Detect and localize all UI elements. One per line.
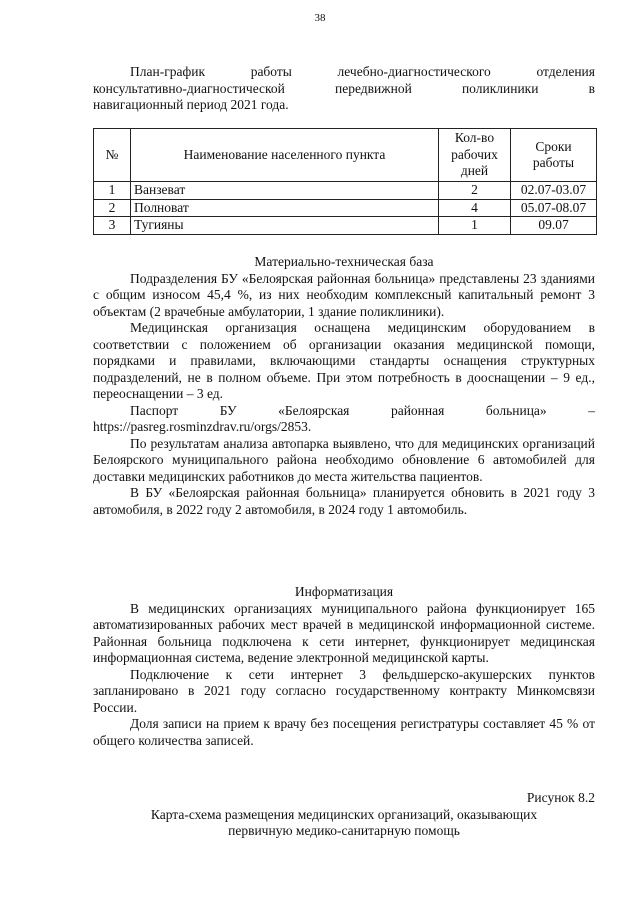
row-days: 2 — [439, 182, 511, 200]
schedule-table — [93, 128, 597, 235]
row-dates: 02.07-03.07 — [511, 182, 597, 200]
row-num: 2 — [94, 199, 131, 217]
row-num: 1 — [94, 182, 131, 200]
intro-line-3: навигационный период 2021 года. — [93, 97, 289, 112]
paragraph: Паспорт БУ «Белоярская районная больница» – — [130, 402, 595, 418]
header-days: Кол-во рабочих дней — [439, 129, 511, 182]
paragraph: Подключение к сети интернет 3 фельдшерско-акушерских пунктов запланировано в 2021 году согласно государственному контракту Минкомсвязи России. — [93, 666, 595, 715]
row-num: 3 — [94, 217, 131, 235]
figure-caption-line-2: первичную медико-санитарную помощь — [228, 823, 460, 838]
paragraph: Медицинская организация оснащена медицинским оборудованием в соответствии с положением об организации оказания медицинской помощи, порядками и правилами, включающими стандарты оснащения структурных подразделений, не в полном объеме. При этом потребность в дооснащении – 9 ед., переоснащении – 3 ед. — [93, 320, 595, 401]
table-row — [94, 217, 597, 235]
intro-line-1: План-график работы лечебно-диагностического отделения — [130, 64, 595, 79]
table-row — [94, 199, 597, 217]
row-days: 4 — [439, 199, 511, 217]
paragraph: В медицинских организациях муниципального района функционирует 165 автоматизированных рабочих мест врачей в медицинской информационной системе. Районная больница подключена к сети интернет, функционирует медицинская информационная система, ведение электронной медицинской карты. — [93, 600, 595, 665]
header-name: Наименование населенного пункта — [131, 129, 439, 182]
plan-intro — [93, 64, 595, 114]
figure-caption-block — [93, 790, 595, 840]
paragraph: Подразделения БУ «Белоярская районная больница» представлены 23 зданиями с общим износом 45,4 %, из них необходим комплексный капитальный ремонт 3 объектам (2 врачебные амбулатории, 1 здание поликлиники). — [93, 270, 595, 319]
paragraph: Доля записи на прием к врачу без посещения регистратуры составляет 45 % от общего количества записей. — [93, 716, 595, 748]
section-material-base — [93, 254, 595, 518]
row-name: Ванзеват — [131, 182, 439, 200]
header-dates: Сроки работы — [511, 129, 597, 182]
row-dates: 05.07-08.07 — [511, 199, 597, 217]
paragraph: В БУ «Белоярская районная больница» планируется обновить в 2021 году 3 автомобиля, в 2022 году 2 автомобиля, в 2024 году 1 автомобиль. — [93, 485, 595, 517]
intro-line-2: консультативно-диагностической передвижной поликлиники в — [93, 80, 595, 96]
table-header-row — [94, 129, 597, 182]
row-name: Тугияны — [131, 217, 439, 235]
row-name: Полноват — [131, 199, 439, 217]
page-number: 38 — [314, 12, 326, 24]
section-heading: Материально-техническая база — [254, 254, 434, 269]
row-dates: 09.07 — [511, 217, 597, 235]
header-num: № — [94, 129, 131, 182]
row-days: 1 — [439, 217, 511, 235]
table-row — [94, 182, 597, 200]
passport-link: https://pasreg.rosminzdrav.ru/orgs/2853. — [93, 419, 312, 434]
figure-caption-line-1: Карта-схема размещения медицинских организаций, оказывающих — [150, 806, 538, 822]
section-informatization — [93, 584, 595, 749]
section-heading: Информатизация — [294, 584, 394, 599]
paragraph: По результатам анализа автопарка выявлено, что для медицинских организаций Белоярского муниципального района необходимо обновление 6 автомобилей для доставки медицинских работников до места жительства пациентов. — [93, 435, 595, 484]
figure-label: Рисунок 8.2 — [526, 790, 595, 805]
